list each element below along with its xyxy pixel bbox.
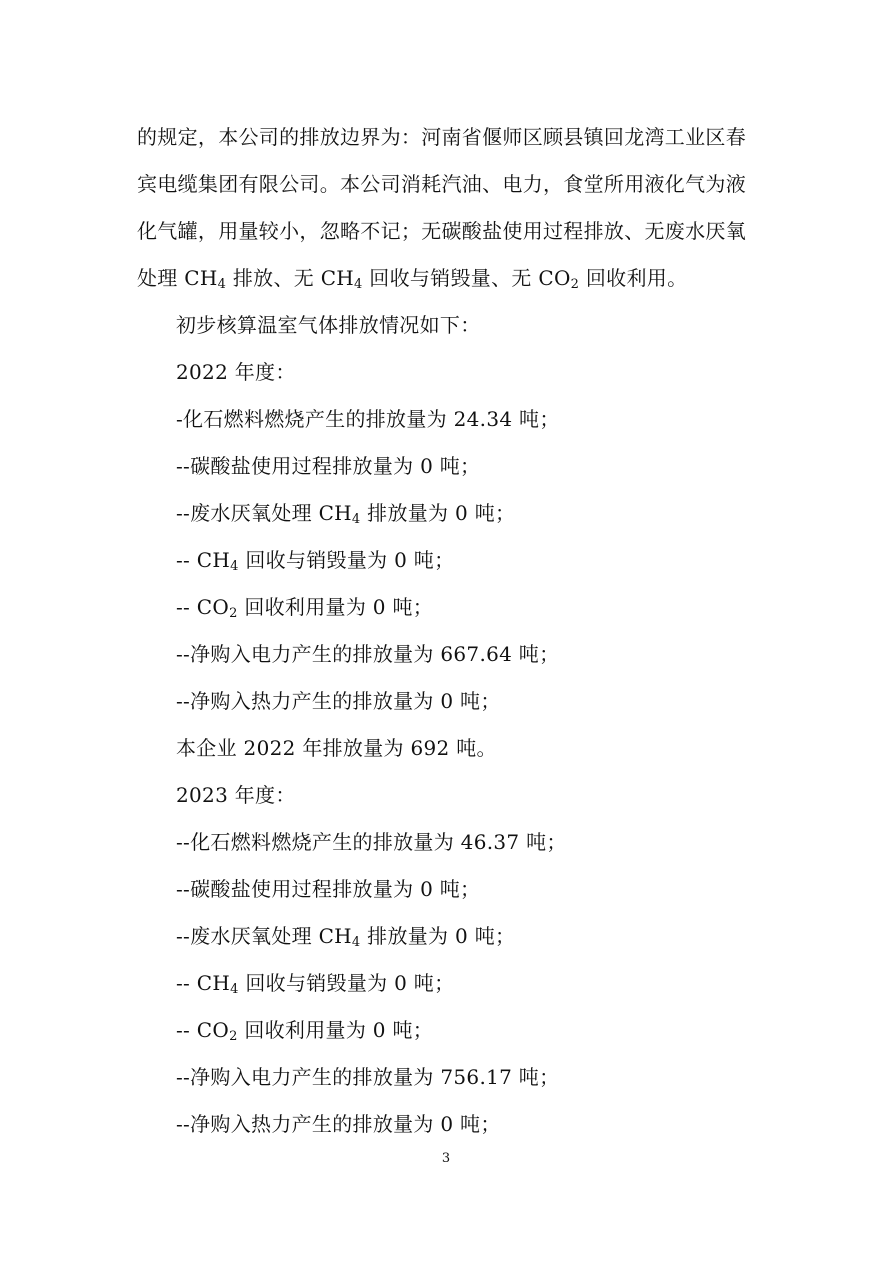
year-2022-heat: --净购入热力产生的排放量为 0 吨； xyxy=(176,689,501,713)
summary-heading: 初步核算温室气体排放情况如下： xyxy=(176,313,481,337)
intro-line-2: 宾电缆集团有限公司。本公司消耗汽油、电力，食堂所用液化气为液 xyxy=(137,172,746,196)
year-2022-heading: 2022 年度： xyxy=(176,360,296,384)
year-2023-carbonate: --碳酸盐使用过程排放量为 0 吨； xyxy=(176,877,481,901)
year-2023-co2: -- $CO_2$ 回收利用量为 0 吨； xyxy=(176,1018,434,1044)
year-2022-carbonate: --碳酸盐使用过程排放量为 0 吨； xyxy=(176,454,481,478)
year-2022-co2: -- $CO_2$ 回收利用量为 0 吨； xyxy=(176,595,434,621)
year-2023-fossil: --化石燃料燃烧产生的排放量为 46.37 吨； xyxy=(176,830,567,854)
year-2023-electricity: --净购入电力产生的排放量为 756.17 吨； xyxy=(176,1065,560,1089)
year-2022-total: 本企业 2022 年排放量为 692 吨。 xyxy=(176,736,497,760)
year-2023-ch4: -- $CH_4$ 回收与销毁量为 0 吨； xyxy=(176,971,455,997)
year-2023-heading: 2023 年度： xyxy=(176,783,296,807)
year-2022-wastewater: --废水厌氧处理 $CH_4$ 排放量为 0 吨； xyxy=(176,501,516,527)
body-text xyxy=(137,114,763,1148)
intro-line-3: 化气罐，用量较小，忽略不记；无碳酸盐使用过程排放、无废水厌氧 xyxy=(137,219,746,243)
year-2022-fossil: -化石燃料燃烧产生的排放量为 24.34 吨； xyxy=(176,407,560,431)
page-number: 3 xyxy=(441,1151,451,1166)
intro-line-4: 处理 $CH_4$ 排放、无 $CH_4$ 回收与销毁量、无 $CO_2$ 回收利用。 xyxy=(137,266,688,292)
year-2022-electricity: --净购入电力产生的排放量为 667.64 吨； xyxy=(176,642,560,666)
year-2023-wastewater: --废水厌氧处理 $CH_4$ 排放量为 0 吨； xyxy=(176,924,516,950)
intro-line-1: 的规定，本公司的排放边界为：河南省偃师区顾县镇回龙湾工业区春 xyxy=(137,125,746,149)
year-2022-ch4: -- $CH_4$ 回收与销毁量为 0 吨； xyxy=(176,548,455,574)
year-2023-heat: --净购入热力产生的排放量为 0 吨； xyxy=(176,1112,501,1136)
